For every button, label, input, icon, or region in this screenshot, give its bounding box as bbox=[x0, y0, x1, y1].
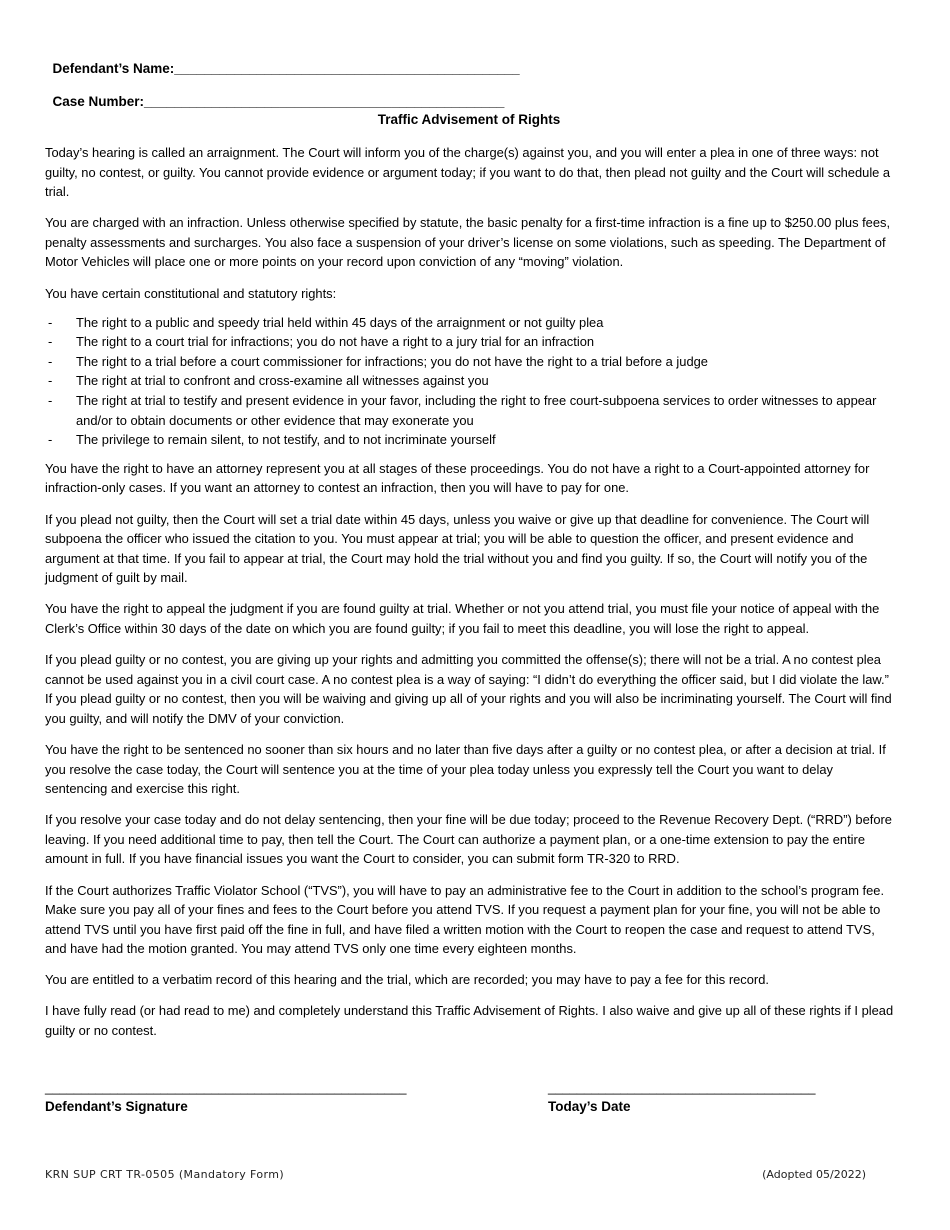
right-text: The right to a court trial for infractions; you do not have a right to a jury trial for an infraction bbox=[76, 334, 595, 350]
footer-form-id: KRN SUP CRT TR-0505 (Mandatory Form) bbox=[45, 1168, 285, 1181]
list-item bbox=[45, 371, 896, 391]
defendant-signature-line[interactable]: __________________________________________________ bbox=[45, 1080, 407, 1095]
paragraph-sentencing: You have the right to be sentenced no sooner than six hours and no later than five days after a guilty or no contest plea, or after a decision at trial. If you resolve the case today, the Court will sentence you at the time of your plea today unless you expressly tell the Court you want to delay sentencing and exercise this right. bbox=[45, 741, 886, 797]
list-item bbox=[45, 430, 896, 450]
right-text: The right at trial to testify and present evidence in your favor, including the right to free court-subpoena services to order witnesses to appear and/or to obtain documents or other evidence that may exonerate you bbox=[76, 393, 877, 428]
paragraph-acknowledgement: I have fully read (or had read to me) and completely understand this Traffic Advisement of Rights. I also waive and give up all of these rights if I plead guilty or no contest. bbox=[45, 1003, 894, 1039]
bullet-dash: - bbox=[48, 432, 53, 448]
paragraph-attorney: You have the right to have an attorney represent you at all stages of these proceedings. You do not have a right to a Court-appointed attorney for infraction-only cases. If you want an attorney to contest an infraction, then you will have to pay for one. bbox=[45, 460, 870, 496]
document-title: Traffic Advisement of Rights bbox=[377, 112, 561, 127]
paragraph-appeal: You have the right to appeal the judgment if you are found guilty at trial. Whether or not you attend trial, you must file your notice of appeal with the Clerk’s Office within 30 days of the date on which you are found guilty; if you fail to meet this deadline, you will lose the right to appeal. bbox=[45, 601, 880, 636]
bullet-dash: - bbox=[48, 353, 53, 369]
right-text: The right to a trial before a court commissioner for infractions; you do not have the right to a trial before a judge bbox=[76, 353, 708, 369]
case-number-label: Case Number: bbox=[52, 94, 145, 109]
document-body bbox=[45, 143, 896, 1052]
defendant-name-line[interactable]: ______________________________________________ bbox=[174, 61, 520, 76]
bullet-dash: - bbox=[48, 393, 53, 409]
rights-list bbox=[45, 313, 896, 450]
right-text: The privilege to remain silent, to not testify, and to not incriminate yourself bbox=[76, 432, 496, 448]
right-text: The right at trial to confront and cross-examine all witnesses against you bbox=[76, 373, 489, 389]
list-item bbox=[45, 391, 896, 430]
paragraph-not-guilty: If you plead not guilty, then the Court will set a trial date within 45 days, unless you waive or give up that deadline for convenience. The Court will subpoena the officer who issued the citation to you. You must appear at trial; you will be able to question the officer, and present evidence and argument at that time. If you fail to appear at trial, the Court may hold the trial without you and find you guilty. If so, the Court will notify you of the judgment of guilt by mail. bbox=[45, 511, 870, 586]
defendant-signature-label: Defendant’s Signature bbox=[45, 1099, 188, 1114]
defendant-name-label: Defendant’s Name: bbox=[52, 61, 175, 76]
paragraph-arraignment: Today’s hearing is called an arraignment. The Court will inform you of the charge(s) against you, and you will enter a plea in one of three ways: not guilty, no contest, or guilty. You cannot provide evidence or argument today; if you want to do that, then plead not guilty and the Court will schedule a trial. bbox=[45, 145, 891, 200]
case-number-line[interactable]: ________________________________________________ bbox=[144, 94, 505, 109]
list-item bbox=[45, 313, 896, 333]
bullet-dash: - bbox=[48, 334, 53, 350]
case-number-field[interactable] bbox=[45, 79, 504, 109]
date-signature-label: Today’s Date bbox=[548, 1099, 631, 1114]
paragraph-payment: If you resolve your case today and do not delay sentencing, then your fine will be due today; proceed to the Revenue Recovery Dept. (“RRD”) before leaving. If you need additional time to pay, then tell the Court. The Court can authorize a payment plan, or a one-time extension to pay the entire amount in full. If you have financial issues you want the Court to consider, you can submit form TR-320 to RRD. bbox=[45, 812, 892, 867]
defendant-name-field[interactable] bbox=[45, 46, 520, 76]
date-signature-line[interactable]: _____________________________________ bbox=[548, 1080, 816, 1095]
footer-adopted-date: (Adopted 05/2022) bbox=[762, 1168, 866, 1181]
paragraph-guilty-no-contest: If you plead guilty or no contest, you are giving up your rights and admitting you committed the offense(s); there will not be a trial. A no contest plea cannot be used against you in a civil court case. A no contest plea is a way of saying: “I didn’t do everything the officer said, but I did violate the law.” If you plead guilty or no contest, then you will be waiving and giving up all of your rights and you will also be incriminating yourself. The Court will find you guilty, and will notify the DMV of your conviction. bbox=[45, 652, 892, 726]
bullet-dash: - bbox=[48, 314, 53, 330]
paragraph-record: You are entitled to a verbatim record of this hearing and the trial, which are recorded; you may have to pay a fee for this record. bbox=[45, 972, 769, 988]
list-item bbox=[45, 352, 896, 372]
paragraph-infraction: You are charged with an infraction. Unless otherwise specified by statute, the basic penalty for a first-time infraction is a fine up to $250.00 plus fees, penalty assessments and surcharges. You also face a suspension of your driver’s license on some violations, such as speeding. The Department of Motor Vehicles will place one or more points on your record upon conviction of any “moving” violation. bbox=[45, 215, 891, 270]
right-text: The right to a public and speedy trial held within 45 days of the arraignment or not guilty plea bbox=[76, 314, 604, 330]
paragraph-rights-intro: You have certain constitutional and statutory rights: bbox=[45, 285, 337, 301]
bullet-dash: - bbox=[48, 373, 53, 389]
paragraph-tvs: If the Court authorizes Traffic Violator School (“TVS”), you will have to pay an administrative fee to the Court in addition to the school’s program fee. Make sure you pay all of your fines and fees to the Court before you attend TVS. If you request a payment plan for your fine, you will not be able to attend TVS until you have first paid off the fine in full, and have filed a written motion with the Court to reopen the case and request to attend TVS, and have had the motion granted. You may attend TVS only one time every eighteen months. bbox=[45, 882, 885, 957]
list-item bbox=[45, 332, 896, 352]
